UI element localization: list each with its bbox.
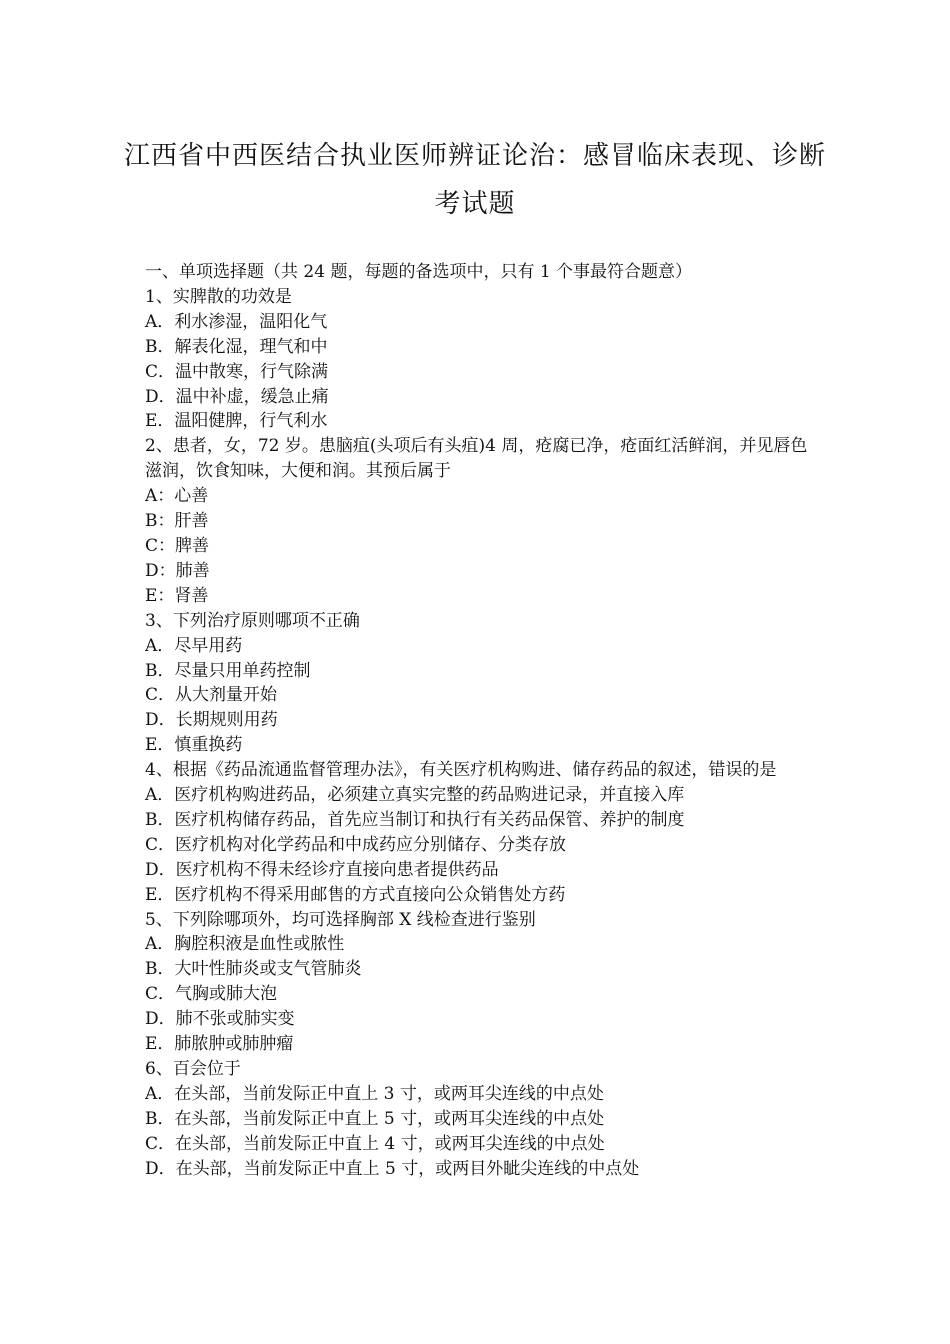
option-e: E．医疗机构不得采用邮售的方式直接向公众销售处方药 [145, 884, 566, 905]
option-c: C．从大剂量开始 [145, 685, 278, 706]
option-d: D．肺不张或肺实变 [145, 1009, 295, 1030]
document-title [120, 132, 830, 228]
question-1 [145, 285, 810, 434]
option-c: C．气胸或肺大泡 [145, 984, 278, 1005]
option-a: A．医疗机构购进药品，必须建立真实完整的药品购进记录，并直接入库 [145, 785, 685, 806]
section-heading: 一、单项选择题（共 24 题，每题的备选项中，只有 1 个事最符合题意） [145, 262, 693, 282]
title-line-2: 考试题 [434, 189, 516, 219]
option-c: C．温中散寒，行气除满 [145, 361, 329, 382]
question-5 [145, 908, 810, 1057]
document-body [145, 260, 810, 1182]
option-b: B．大叶性肺炎或支气管肺炎 [145, 959, 362, 980]
option-d: D．长期规则用药 [145, 710, 278, 731]
option-d: D：肺善 [145, 560, 210, 581]
option-b: B：肝善 [145, 511, 209, 532]
question-4 [145, 758, 810, 907]
option-e: E．肺脓肿或肺肿瘤 [145, 1034, 294, 1055]
question-stem: 6、百会位于 [145, 1059, 241, 1079]
question-6 [145, 1057, 810, 1182]
option-a: A．胸腔积液是血性或脓性 [145, 934, 345, 955]
question-2 [145, 434, 810, 608]
option-d: D．温中补虚，缓急止痛 [145, 386, 329, 407]
option-c: C：脾善 [145, 535, 210, 556]
option-b: B．在头部，当前发际正中直上 5 寸，或两耳尖连线的中点处 [145, 1108, 605, 1129]
option-a: A．尽早用药 [145, 635, 243, 656]
question-3 [145, 609, 810, 758]
option-a: A．利水渗湿，温阳化气 [145, 311, 328, 332]
question-stem: 5、下列除哪项外，均可选择胸部 X 线检查进行鉴别 [145, 909, 536, 930]
option-a: A：心善 [145, 486, 209, 507]
option-c: C．医疗机构对化学药品和中成药应分别储存、分类存放 [145, 834, 567, 855]
question-stem: 1、实脾散的功效是 [145, 286, 292, 307]
question-stem: 4、根据《药品流通监督管理办法》，有关医疗机构购进、储存药品的叙述，错误的是 [145, 760, 777, 781]
option-d: D．医疗机构不得未经诊疗直接向患者提供药品 [145, 859, 499, 880]
option-e: E．慎重换药 [145, 735, 243, 756]
title-line-1: 江西省中西医结合执业医师辨证论治：感冒临床表现、诊断 [123, 141, 826, 171]
option-b: B．解表化湿，理气和中 [145, 336, 328, 357]
option-c: C．在头部，当前发际正中直上 4 寸，或两耳尖连线的中点处 [145, 1133, 605, 1154]
question-stem: 2、患者，女，72 岁。患脑疽(头项后有头疽)4 周，疮腐已净，疮面红活鲜润，并见唇色滋润，饮食知味，大便和润。其预后属于 [145, 436, 808, 482]
option-d: D．在头部，当前发际正中直上 5 寸，或两目外眦尖连线的中点处 [145, 1158, 640, 1179]
option-b: B．医疗机构储存药品，首先应当制订和执行有关药品保管、养护的制度 [145, 809, 685, 830]
option-b: B．尽量只用单药控制 [145, 660, 311, 681]
option-e: E．温阳健脾，行气利水 [145, 411, 328, 432]
question-stem: 3、下列治疗原则哪项不正确 [145, 610, 360, 631]
option-a: A．在头部，当前发际正中直上 3 寸，或两耳尖连线的中点处 [145, 1083, 604, 1104]
option-e: E：肾善 [145, 585, 209, 606]
